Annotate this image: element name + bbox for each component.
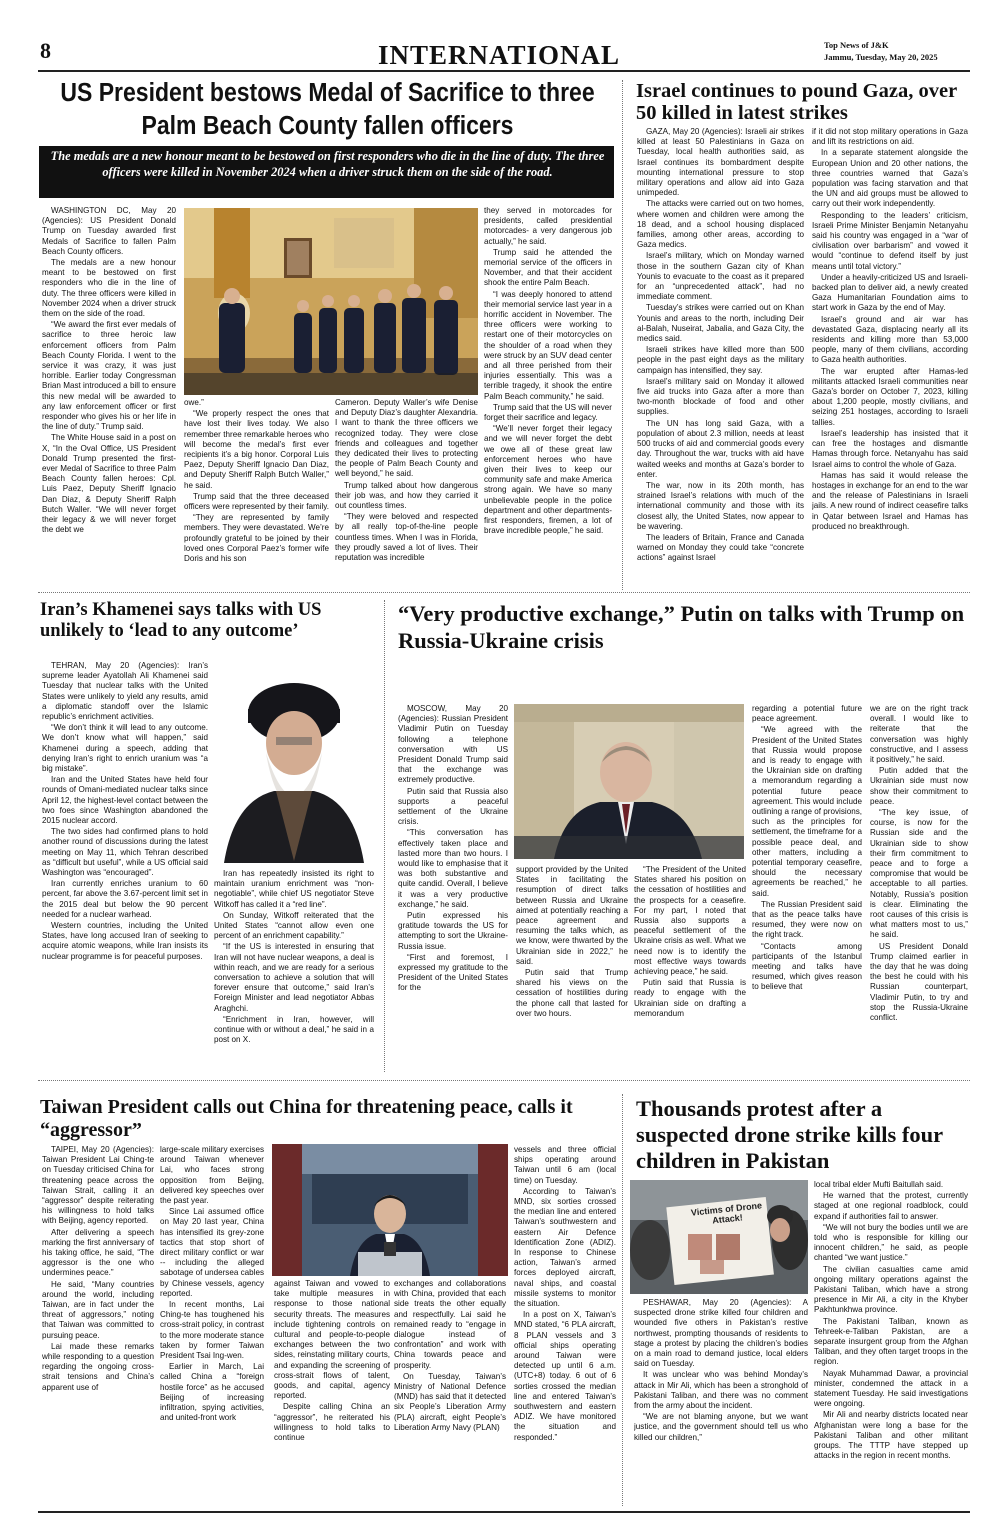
story1-para: “They were beloved and respected by all really top-of-the-line people countless times. When I was in Florida, they proudly saved a lot of lives. Their reputation was incredible <box>335 512 478 563</box>
paper-name: Top News of J&K <box>824 40 889 50</box>
story1-column-3 <box>335 398 478 584</box>
story5-para: Lai made these remarks while responding to a question regarding the ongoing cross-strait tensions and China’s apparent use of <box>42 1341 154 1392</box>
story4-para: US President Donald Trump claimed earlier in the day that he was doing the best he could with his Russian counterpart, Vladimir Putin, to try and stop the Russia-Ukraine conflict. <box>870 941 968 1023</box>
story2-para: The war erupted after Hamas-led militants attacked Israeli communities near Gaza’s border on October 7, 2023, killing about 1,200 people, mostly civilians, and seizing 251 hostages, according to Israeli tallies. <box>812 366 968 427</box>
story1-para: “We’ll never forget their legacy and we will never forget the debt we owe all of these great law enforcement heroes who have given their lives to keep our community safe and make America strong again. We have so many unbelievable people in the police department and other departments- first responders, firemen, a lot of brave incredible people,” he said. <box>484 424 612 536</box>
story6-para: He warned that the protest, currently staged at one regional roadblock, could expand if authorities fail to answer. <box>814 1191 968 1221</box>
story1-oval-office-photo <box>184 208 478 395</box>
story3-headline: Iran’s Khamenei says talks with US unlikely to ‘lead to any outcome’ <box>40 600 322 641</box>
story2-headline: Israel continues to pound Gaza, over 50 killed in latest strikes <box>636 80 957 124</box>
story4-putin-photo <box>514 704 744 859</box>
story5-para: In a post on X, Taiwan’s MND stated, “6 PLA aircraft, 8 PLAN vessels and 3 official ships operating around Taiwan were detected up until 6 a.m. (UTC+8) today. 6 out of 6 sorties crossed the median line and entered Taiwan’s southwestern and eastern ADIZ. We have monitored the situation and responded.” <box>514 1310 616 1442</box>
story4-para: Putin expressed his gratitude towards the US for attempting to sort the Ukraine-Russia issue. <box>398 911 508 951</box>
story3-para: The two sides had confirmed plans to hold another round of discussions during the latest meeting on May 11, which Tehran described as “difficult but useful”, while a US official said Washington was “encouraged”. <box>42 827 208 878</box>
section-separator <box>38 592 970 593</box>
story5-column-3 <box>274 1279 390 1510</box>
story5-para: On Tuesday, Taiwan’s Ministry of National Defence (MND) has said that it detected six People’s Liberation Army (PLA) aircraft, eight People’s Liberation Army Navy (PLAN) <box>394 1371 506 1432</box>
story2-para: Israel’s military said on Monday it allowed five aid trucks into Gaza after a more than two-month blockade of food and other supplies. <box>637 376 804 417</box>
section-title: INTERNATIONAL <box>378 40 621 70</box>
story5-headline: Taiwan President calls out China for threatening peace, calls it “aggressor” <box>40 1096 573 1141</box>
story5-para: against Taiwan and vowed to take multiple measures in response to those national security threats. The measures include tightening controls on cultural and people-to-people exchanges between the two sides, reinstating military courts, and expanding the screening of cross-strait flows of talent, goods, and capital, agency reported. <box>274 1279 390 1401</box>
column-separator <box>622 80 623 590</box>
story2-para: Under a heavily-criticized US and Israeli-backed plan to deliver aid, a newly created Gaza Humanitarian Foundation aims to start work in Gaza by the end of May. <box>812 272 968 313</box>
story5-para: After delivering a speech marking the first anniversary of his taking office, he said, “The aggressor is the one who undermines peace.” <box>42 1227 154 1278</box>
story1-para: “We properly respect the ones that have lost their lives today. We also remember three remarkable heroes who will become the medal’s first ever recipients it’s a big honor. Corporal Luis Paez, Deputy Sheriff Ignacio Dan Diaz, and Deputy Sheriff Ralph Butch Waller,” he said. <box>184 409 329 490</box>
story4-para: Putin said that Trump shared his views on the cessation of hostilities during the phone call that lasted for over two hours. <box>516 968 628 1018</box>
story3-para: Western countries, including the United States, have long accused Iran of seeking to acquire atomic weapons, while Iran insists its nuclear programme is for peaceful purposes. <box>42 921 208 961</box>
story4-para: we are on the right track overall. I would like to reiterate that the conversation was highly constructive, and I assess it positively,” he said. <box>870 704 968 765</box>
story1-para: WASHINGTON DC, May 20 (Agencies): US President Donald Trump on Tuesday awarded first Medals of Sacrifice to fallen Palm Beach County officers. <box>42 206 176 256</box>
protest-placard-text: Victims of Drone Attack! <box>690 1200 763 1226</box>
story6-para: PESHAWAR, May 20 (Agencies): A suspected drone strike killed four children and wounded five others in Pakistan’s restive northwest, prompting thousands of residents to stage a protest by placing the children’s bodies on a main road to demand justice, local elders said on Tuesday. <box>634 1298 808 1369</box>
story5-lai-photo <box>272 1144 508 1276</box>
story4-column-4 <box>752 704 862 1070</box>
story5-para: According to Taiwan’s MND, six sorties crossed the median line and entered Taiwan’s southwestern and eastern Air Defence Identification Zone (ADIZ). In response to Chinese action, Taiwan’s armed forces deployed aircraft, naval ships, and coastal missile systems to monitor the situation. <box>514 1186 616 1309</box>
story5-para: In recent months, Lai Ching-te has toughened his cross-strait policy, in contrast to the more moderate stance taken by former Taiwan President Tsai Ing-wen. <box>160 1300 264 1361</box>
story1-column-1 <box>42 206 176 584</box>
section-separator <box>38 1080 970 1081</box>
story6-column-1 <box>634 1298 808 1510</box>
story1-para: Trump said that the three deceased officers were represented by their family. <box>184 491 329 512</box>
story5-column-2 <box>160 1145 264 1510</box>
story5-para: Earlier in March, Lai called China a “foreign hostile force” as he accused Beijing of increasing infiltration, spying activities, and united-front work <box>160 1362 264 1423</box>
story4-para: “The President of the United States shared his position on the cessation of hostilities and the prospects for a ceasefire. For my part, I noted that Russia also supports a peaceful settlement of the Ukraine crisis as well. What we need now is to identify the most effective ways towards achieving peace,” he said. <box>634 865 746 977</box>
story1-para: “I was deeply honored to attend their memorial service last year in a horrific accident in November. The three officers were working to restart one of their motorcycles on the shoulder of a road when they were struck by an SUV dead center and all three perished from their injuries essentially. This was a terrible tragedy, it shook the entire Palm Beach community,” he said. <box>484 289 612 401</box>
column-separator <box>384 600 385 1072</box>
story1-para: owe.” <box>184 398 204 407</box>
story1-para: Trump talked about how dangerous their job was, and how they carried it out countless times. <box>335 480 478 511</box>
story6-para: The civilian casualties came amid ongoing military operations against the Pakistani Taliban, which have a strong presence in Mir Ali, a city in the Khyber Pakhtunkhwa province. <box>814 1264 968 1315</box>
story2-para: Israeli strikes have killed more than 500 people in the past eight days as the military campaign has intensified, they say. <box>637 345 804 375</box>
story5-para: Despite calling China an “aggressor”, he reiterated his willingness to hold talks to continue <box>274 1402 390 1443</box>
story3-column-2 <box>214 869 374 1069</box>
story5-para: Since Lai assumed office on May 20 last year, China has intensified its grey-zone tactics that stop short of direct military conflict or war -- including the alleged sabotage of undersea cables by Chinese vessels, agency reported. <box>160 1207 264 1298</box>
story5-para: exchanges and collaborations with China, provided that each side treats the other equally and respectfully. Lai said he remained ready to “engage in dialogue instead of confrontation” and work with China towards peace and prosperity. <box>394 1279 506 1370</box>
story1-column-2 <box>184 398 329 584</box>
column-separator <box>622 1094 623 1506</box>
story5-para: TAIPEI, May 20 (Agencies): Taiwan President Lai Ching-te on Tuesday criticised China for threatening peace across the Taiwan Strait, calling it an “aggressor” despite reiterating his willingness to hold talks with Beijing, agency reported. <box>42 1145 154 1226</box>
story2-para: The attacks were carried out on two homes, where women and children were among the 18 dead, and a school housing displaced families, among other areas, according to Gaza medics. <box>637 199 804 250</box>
masthead-rule <box>38 70 970 72</box>
story2-column-2 <box>812 127 968 585</box>
story6-headline: Thousands protest after a suspected drone strike kills four children in Pakistan <box>636 1096 943 1173</box>
story3-para: On Sunday, Witkoff reiterated that the United States “cannot allow even one percent of an enrichment capability.” <box>214 910 374 941</box>
story4-column-1 <box>398 704 508 1070</box>
story6-para: “We are not blaming anyone, but we want justice, and the government should tell us who killed our children,” <box>634 1412 808 1442</box>
story4-para: support provided by the United States in facilitating the resumption of direct talks between Russia and Ukraine aimed at potentially reaching a peace agreement and resuming the talks which, as we know, were thwarted by the Ukrainian side in 2022,” he said. <box>516 865 628 966</box>
story1-headline-line1: US President bestows Medal of Sacrifice to three <box>60 77 595 107</box>
story1-standfirst: The medals are a new honour meant to be bestowed on first responders who die in the line of duty. The three officers were killed in November 2024 when a driver struck them on the side of the road. <box>50 149 605 179</box>
story4-para: Putin said that Russia is ready to engage with the Ukrainian side on drafting a memorandum <box>634 978 746 1018</box>
story3-para: Iran and the United States have held four rounds of Omani-mediated nuclear talks since April 12, the highest-level contact between the two foes since Washington abandoned the 2015 nuclear accord. <box>42 775 208 826</box>
story5-column-1 <box>42 1145 154 1510</box>
story6-para: The Pakistani Taliban, known as Tehreek-e-Taliban Pakistan, are a separate insurgent group from the Afghan Taliban, and they often target troops in the region. <box>814 1316 968 1367</box>
story2-para: The leaders of Britain, France and Canada warned on Monday they could take “concrete actions” against Israel <box>637 532 804 563</box>
story2-para: The war, now in its 20th month, has strained Israel’s relations with much of the international community and those with its closest ally, the United States, now appear to be wavering. <box>637 480 804 531</box>
story4-para: “This conversation has effectively taken place and lasted more than two hours. I would like to emphasise that it was both substantive and quite candid. Overall, I believe it was a very productive exchange,” he said. <box>398 828 508 909</box>
story3-para: TEHRAN, May 20 (Agencies): Iran’s supreme leader Ayatollah Ali Khamenei said Tuesday that nuclear talks with the United States were unlikely to yield any results, amid a diplomatic standoff over the Islamic republic’s enrichment activities. <box>42 661 208 722</box>
story2-para: Israel’s ground and air war has devastated Gaza, displacing nearly all its residents and killing more than 53,000 people, many of them civilians, according to Gaza health authorities. <box>812 314 968 365</box>
story4-para: “We agreed with the President of the United States that Russia would propose and is ready to engage with the Ukrainian side on drafting a memorandum regarding a potential future peace agreement. This would include outlining a range of provisions, such as the principles for settlement, the timeframe for a possible peace deal, and other matters, including a potential temporary ceasefire, should the necessary agreements be reached,” he said. <box>752 725 862 898</box>
story2-column-1 <box>637 127 804 585</box>
story4-column-5 <box>870 704 968 1070</box>
page-bottom-rule <box>38 1511 970 1513</box>
story5-para: large-scale military exercises around Taiwan whenever Lai, who faces strong opposition from Beijing, delivered key speeches over the past year. <box>160 1145 264 1206</box>
story6-para: Mir Ali and nearby districts located near Afghanistan were long a base for the Pakistani Taliban and other militant groups. The TTTP have stepped up attacks in the region in recent months. <box>814 1410 968 1461</box>
story3-para: “If the US is interested in ensuring that Iran will not have nuclear weapons, a deal is within reach, and we are ready for a serious conversation to achieve a solution that will forever ensure that outcome,” said Iran’s Foreign Minister and lead negotiator Abbas Araghchi. <box>214 942 374 1013</box>
story1-para: “We award the first ever medals of sacrifice to three heroic law enforcement officers from Palm Beach County Florida. I went to the service it was crazy, it was just horrible. Earlier today Congressman Brian Mast introduced a bill to ensure this new medal will be awarded to any law enforcement officer or first responder who gives his or her life in the line of duty.” Trump said. <box>42 320 176 432</box>
story5-column-4 <box>394 1279 506 1510</box>
story3-para: “Enrichment in Iran, however, will continue with or without a deal,” he said in a post on X. <box>214 1014 374 1045</box>
story5-para: He said, “Many countries around the world, including Taiwan, are in fact under the threat of aggressors,” noting that Taiwan was committed to pursuing peace. <box>42 1279 154 1340</box>
story2-para: Tuesday’s strikes were carried out on Khan Younis and areas to the north, including Deir al-Balah, Nuseirat, Jabalia, and Gaza City, the medics said. <box>637 303 804 344</box>
story1-para: they served in motorcades for presidents, called presidential motorcades- a very dangerous job actually,” he said. <box>484 206 612 246</box>
story1-para: Trump said he attended the memorial service of the officers in November, and that their accident shook the entire Palm Beach. <box>484 247 612 288</box>
story4-column-2 <box>516 865 628 1070</box>
story4-para: regarding a potential future peace agreement. <box>752 704 862 724</box>
story1-para: Cameron. Deputy Waller’s wife Denise and Deputy Diaz’s daughter Alexandria. I want to thank the three officers we recognized today. They were close friends and colleagues and together they dedicated their lives to protecting the people of Palm Beach County and well beyond,” he said. <box>335 398 478 479</box>
story3-column-1 <box>42 661 208 1069</box>
story6-column-2 <box>814 1180 968 1510</box>
story3-para: “We don’t think it will lead to any outcome. We don’t know what will happen,” said Khamenei during a speech, adding that denying Iran’s right to enrich uranium was “a big mistake”. <box>42 723 208 774</box>
story5-para: vessels and three official ships operating around Taiwan until 6 am (local time) on Tuesday. <box>514 1145 616 1185</box>
story4-para: Putin added that the Ukrainian side must now show their commitment to peace. <box>870 766 968 806</box>
story2-para: In a separate statement alongside the European Union and 20 other nations, the three countries warned that Gaza’s population was facing starvation and that the UN and aid groups must be allowed to carry out their work independently. <box>812 148 968 209</box>
story6-para: local tribal elder Mufti Baitullah said. <box>814 1180 944 1189</box>
story2-para: GAZA, May 20 (Agencies): Israeli air strikes killed at least 50 Palestinians in Gaza on Tuesday, local health authorities said, as Israel continues its bombardment despite mounting international pressure to stop military operations and allow aid into Gaza unimpeded. <box>637 127 804 198</box>
story4-para: The Russian President said that as the peace talks have resumed, they were now on the right track. <box>752 899 862 940</box>
story1-column-4 <box>484 206 612 584</box>
story6-para: Nayak Muhammad Dawar, a provincial minister, condemned the attack in a statement Tuesday. He said investigations were ongoing. <box>814 1368 968 1409</box>
story6-para: “We will not bury the bodies until we are told who is responsible for killing our innocent children,” he said, as people chanted “we want justice.” <box>814 1222 968 1263</box>
story4-column-3 <box>634 865 746 1070</box>
story2-para: Responding to the leaders’ criticism, Israeli Prime Minister Benjamin Netanyahu said his country was engaged in a “war of civilisation over barbarism” and vowed it would “continue to defend itself by just means until total victory.” <box>812 210 968 271</box>
story4-para: “The key issue, of course, is now for the Russian side and the Ukrainian side to show their firm commitment to peace and to forge a compromise that would be acceptable to all parties. Notably, Russia’s position is clear. Eliminating the root causes of this crisis is what matters most to us,” he said. <box>870 808 968 940</box>
page-number: 8 <box>40 38 51 63</box>
story2-para: Israel’s military, which on Monday warned those in the southern Gazan city of Khan Younis to evacuate to the coast as it prepared for an “unprecedented attack”, had no immediate comment. <box>637 251 804 302</box>
story6-protest-photo <box>630 1180 808 1294</box>
story4-para: “First and foremost, I expressed my gratitude to the President of the United States for the <box>398 952 508 993</box>
story1-para: The White House said in a post on X, “In the Oval Office, US President Donald Trump presented the first-ever Medal of Sacrifice to three Palm Beach County fallen heroes: Cpl. Luis Paez, Deputy Sheriff Ignacio Dan Diaz, & Deputy Sheriff Ralph Butch Waller. “We will never forget their legacy & we will never forget the debt we <box>42 433 176 535</box>
story1-para: “They are represented by family members. They were devastated. We’re profoundly grateful to be joined by their loved ones Corporal Paez’s former wife Doris and his son <box>184 513 329 564</box>
story1-headline-line2: Palm Beach County fallen officers <box>141 110 514 140</box>
story4-para: MOSCOW, May 20 (Agencies): Russian President Vladimir Putin on Tuesday following a telephone conversation with US President Donald Trump said that the exchange was extremely productive. <box>398 704 508 785</box>
story5-column-5 <box>514 1145 616 1510</box>
story2-para: if it did not stop military operations in Gaza and lift its restrictions on aid. <box>812 127 968 147</box>
story1-para: Trump said that the US will never forget their sacrifice and legacy. <box>484 402 612 423</box>
story2-para: Israel’s leadership has insisted that it can free the hostages and dismantle Hamas through force. Netanyahu has said Israel aims to control the whole of Gaza. <box>812 428 968 469</box>
story3-khamenei-photo <box>214 661 374 863</box>
story2-para: Hamas has said it would release the hostages in exchange for an end to the war and the release of Palestinians in Israeli jails. A new round of indirect ceasefire talks in Qatar between Israel and Hamas has produced no breakthrough. <box>812 470 968 531</box>
story1-para: The medals are a new honour meant to be bestowed on first responders who die in the line of duty. The three officers were killed in November 2024 when a driver struck them on the side of the road. <box>42 258 176 319</box>
story3-para: Iran has repeatedly insisted its right to maintain uranium enrichment was “non-negotiable”, while chief US negotiator Steve Witkoff has called it a “red line”. <box>214 869 374 909</box>
story3-para: Iran currently enriches uranium to 60 percent, far above the 3.67-percent limit set in the 2015 deal but below the 90 percent needed for a nuclear warhead. <box>42 879 208 919</box>
story6-para: It was unclear who was behind Monday’s attack in Mir Ali, which has been a stronghold of Pakistani Taliban, and there was no comment from the army about the incident. <box>634 1370 808 1411</box>
story4-para: Putin said that Russia also supports a peaceful settlement of the Ukraine crisis. <box>398 786 508 827</box>
story4-headline: “Very productive exchange,” Putin on talks with Trump on Russia-Ukraine crisis <box>398 601 965 653</box>
dateline: Jammu, Tuesday, May 20, 2025 <box>824 52 938 62</box>
story4-para: “Contacts among participants of the Istanbul meeting and talks have resumed, which gives reason to believe that <box>752 941 862 992</box>
story2-para: The UN has long said Gaza, with a population of about 2.3 million, needs at least 500 trucks of aid and commercial goods every day. Throughout the war, trucks with aid have waited weeks and months at Gaza’s border to enter. <box>637 418 804 479</box>
